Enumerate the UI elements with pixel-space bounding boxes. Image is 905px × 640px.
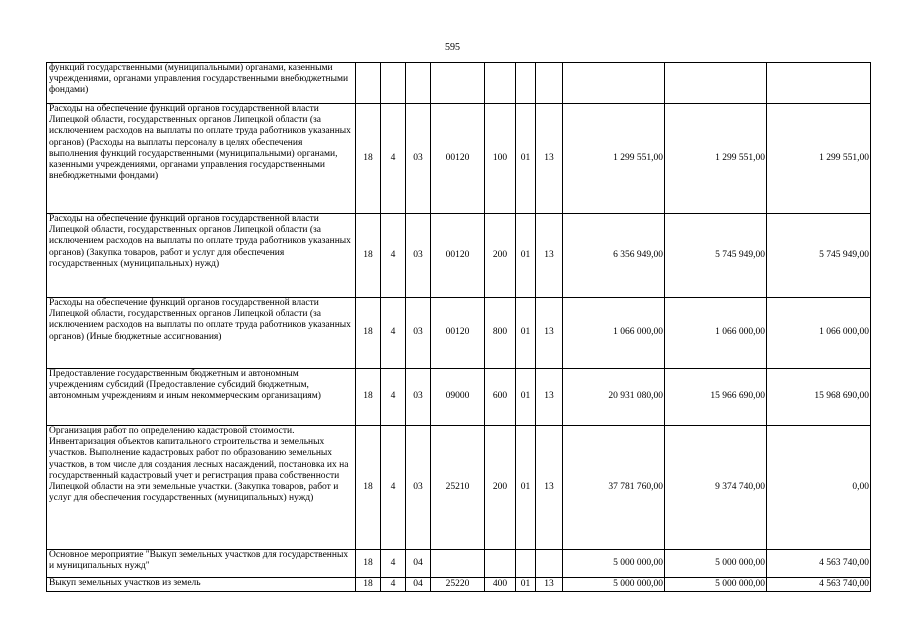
amount-cell: 6 356 949,00 xyxy=(563,214,665,298)
amount-cell: 5 745 949,00 xyxy=(767,214,871,298)
code-cell: 13 xyxy=(536,298,563,369)
code-cell: 03 xyxy=(406,104,431,214)
amount-cell xyxy=(563,63,665,104)
code-cell: 01 xyxy=(516,369,536,426)
code-cell: 200 xyxy=(485,214,516,298)
code-cell: 00120 xyxy=(431,214,485,298)
code-cell xyxy=(431,63,485,104)
amount-cell: 15 966 690,00 xyxy=(665,369,767,426)
amount-cell: 5 745 949,00 xyxy=(665,214,767,298)
code-cell xyxy=(406,63,431,104)
code-cell: 400 xyxy=(485,578,516,592)
row-description: Расходы на обеспечение функций органов государственной власти Липецкой области, государственных органов Липецкой области (за исключением расходов на выплаты по оплате труда работников указанных органов) (Закупка товаров, работ и услуг для обеспечения государственных (муниципальных) нужд) xyxy=(47,214,356,298)
amount-cell: 5 000 000,00 xyxy=(563,578,665,592)
amount-cell: 4 563 740,00 xyxy=(767,550,871,578)
code-cell: 100 xyxy=(485,104,516,214)
code-cell: 13 xyxy=(536,104,563,214)
amount-cell: 1 066 000,00 xyxy=(665,298,767,369)
amount-cell: 37 781 760,00 xyxy=(563,426,665,550)
amount-cell: 1 299 551,00 xyxy=(767,104,871,214)
amount-cell: 0,00 xyxy=(767,426,871,550)
code-cell: 01 xyxy=(516,104,536,214)
amount-cell: 15 968 690,00 xyxy=(767,369,871,426)
row-description: Расходы на обеспечение функций органов государственной власти Липецкой области, государственных органов Липецкой области (за исключением расходов на выплаты по оплате труда работников указанных органов) (Иные бюджетные ассигнования) xyxy=(47,298,356,369)
code-cell xyxy=(431,550,485,578)
amount-cell: 20 931 080,00 xyxy=(563,369,665,426)
code-cell: 4 xyxy=(381,369,406,426)
code-cell xyxy=(485,63,516,104)
row-description: Основное мероприятие "Выкуп земельных участков для государственных и муниципальных нужд" xyxy=(47,550,356,578)
code-cell: 01 xyxy=(516,298,536,369)
code-cell: 09000 xyxy=(431,369,485,426)
code-cell: 18 xyxy=(356,550,381,578)
amount-cell xyxy=(767,63,871,104)
code-cell: 200 xyxy=(485,426,516,550)
table-row xyxy=(47,214,871,298)
table-row xyxy=(47,104,871,214)
code-cell: 18 xyxy=(356,298,381,369)
code-cell: 13 xyxy=(536,369,563,426)
amount-cell: 5 000 000,00 xyxy=(563,550,665,578)
code-cell: 00120 xyxy=(431,298,485,369)
code-cell xyxy=(356,63,381,104)
code-cell: 13 xyxy=(536,578,563,592)
code-cell: 03 xyxy=(406,426,431,550)
table-row xyxy=(47,63,871,104)
code-cell: 18 xyxy=(356,369,381,426)
code-cell: 25220 xyxy=(431,578,485,592)
code-cell: 4 xyxy=(381,104,406,214)
table-row xyxy=(47,550,871,578)
amount-cell: 1 299 551,00 xyxy=(563,104,665,214)
code-cell: 03 xyxy=(406,214,431,298)
code-cell: 18 xyxy=(356,104,381,214)
code-cell xyxy=(516,550,536,578)
amount-cell: 5 000 000,00 xyxy=(665,578,767,592)
table-row xyxy=(47,298,871,369)
row-description: Предоставление государственным бюджетным и автономным учреждениям субсидий (Предоставление субсидий бюджетным, автономным учреждениям и иным некоммерческим организациям) xyxy=(47,369,356,426)
table-row xyxy=(47,369,871,426)
amount-cell: 1 299 551,00 xyxy=(665,104,767,214)
page-number: 595 xyxy=(445,42,460,53)
code-cell: 18 xyxy=(356,426,381,550)
code-cell xyxy=(516,63,536,104)
code-cell: 03 xyxy=(406,298,431,369)
code-cell: 4 xyxy=(381,298,406,369)
code-cell: 04 xyxy=(406,550,431,578)
code-cell: 18 xyxy=(356,214,381,298)
code-cell: 00120 xyxy=(431,104,485,214)
amount-cell: 9 374 740,00 xyxy=(665,426,767,550)
row-description: функций государственными (муниципальными) органами, казенными учреждениями, органами управления государственными внебюджетными фондами) xyxy=(47,63,356,104)
code-cell: 13 xyxy=(536,214,563,298)
amount-cell xyxy=(665,63,767,104)
table-row xyxy=(47,426,871,550)
row-description: Выкуп земельных участков из земель xyxy=(47,578,356,592)
code-cell: 25210 xyxy=(431,426,485,550)
code-cell: 03 xyxy=(406,369,431,426)
code-cell: 18 xyxy=(356,578,381,592)
code-cell: 4 xyxy=(381,578,406,592)
budget-table xyxy=(46,62,871,592)
code-cell: 800 xyxy=(485,298,516,369)
code-cell: 01 xyxy=(516,578,536,592)
amount-cell: 4 563 740,00 xyxy=(767,578,871,592)
code-cell: 01 xyxy=(516,214,536,298)
code-cell: 4 xyxy=(381,214,406,298)
code-cell: 4 xyxy=(381,426,406,550)
amount-cell: 5 000 000,00 xyxy=(665,550,767,578)
code-cell xyxy=(536,550,563,578)
code-cell xyxy=(485,550,516,578)
code-cell: 600 xyxy=(485,369,516,426)
code-cell xyxy=(536,63,563,104)
amount-cell: 1 066 000,00 xyxy=(767,298,871,369)
code-cell: 4 xyxy=(381,550,406,578)
code-cell: 01 xyxy=(516,426,536,550)
table-row xyxy=(47,578,871,592)
amount-cell: 1 066 000,00 xyxy=(563,298,665,369)
row-description: Расходы на обеспечение функций органов государственной власти Липецкой области, государственных органов Липецкой области (за исключением расходов на выплаты по оплате труда работников указанных органов) (Расходы на выплаты персоналу в целях обеспечения выполнения функций государственными (муниципальными) органами, казенными учреждениями, органами управления государственными внебюджетными фондами) xyxy=(47,104,356,214)
code-cell: 04 xyxy=(406,578,431,592)
code-cell xyxy=(381,63,406,104)
row-description: Организация работ по определению кадастровой стоимости. Инвентаризация объектов капитального строительства и земельных участков. Выполнение кадастровых работ по образованию земельных участков, в том числе для создания лесных насаждений, постановка их на государственный кадастровый учет и регистрация права собственности Липецкой области на эти земельные участки. (Закупка товаров, работ и услуг для обеспечения государственных (муниципальных) нужд) xyxy=(47,426,356,550)
code-cell: 13 xyxy=(536,426,563,550)
